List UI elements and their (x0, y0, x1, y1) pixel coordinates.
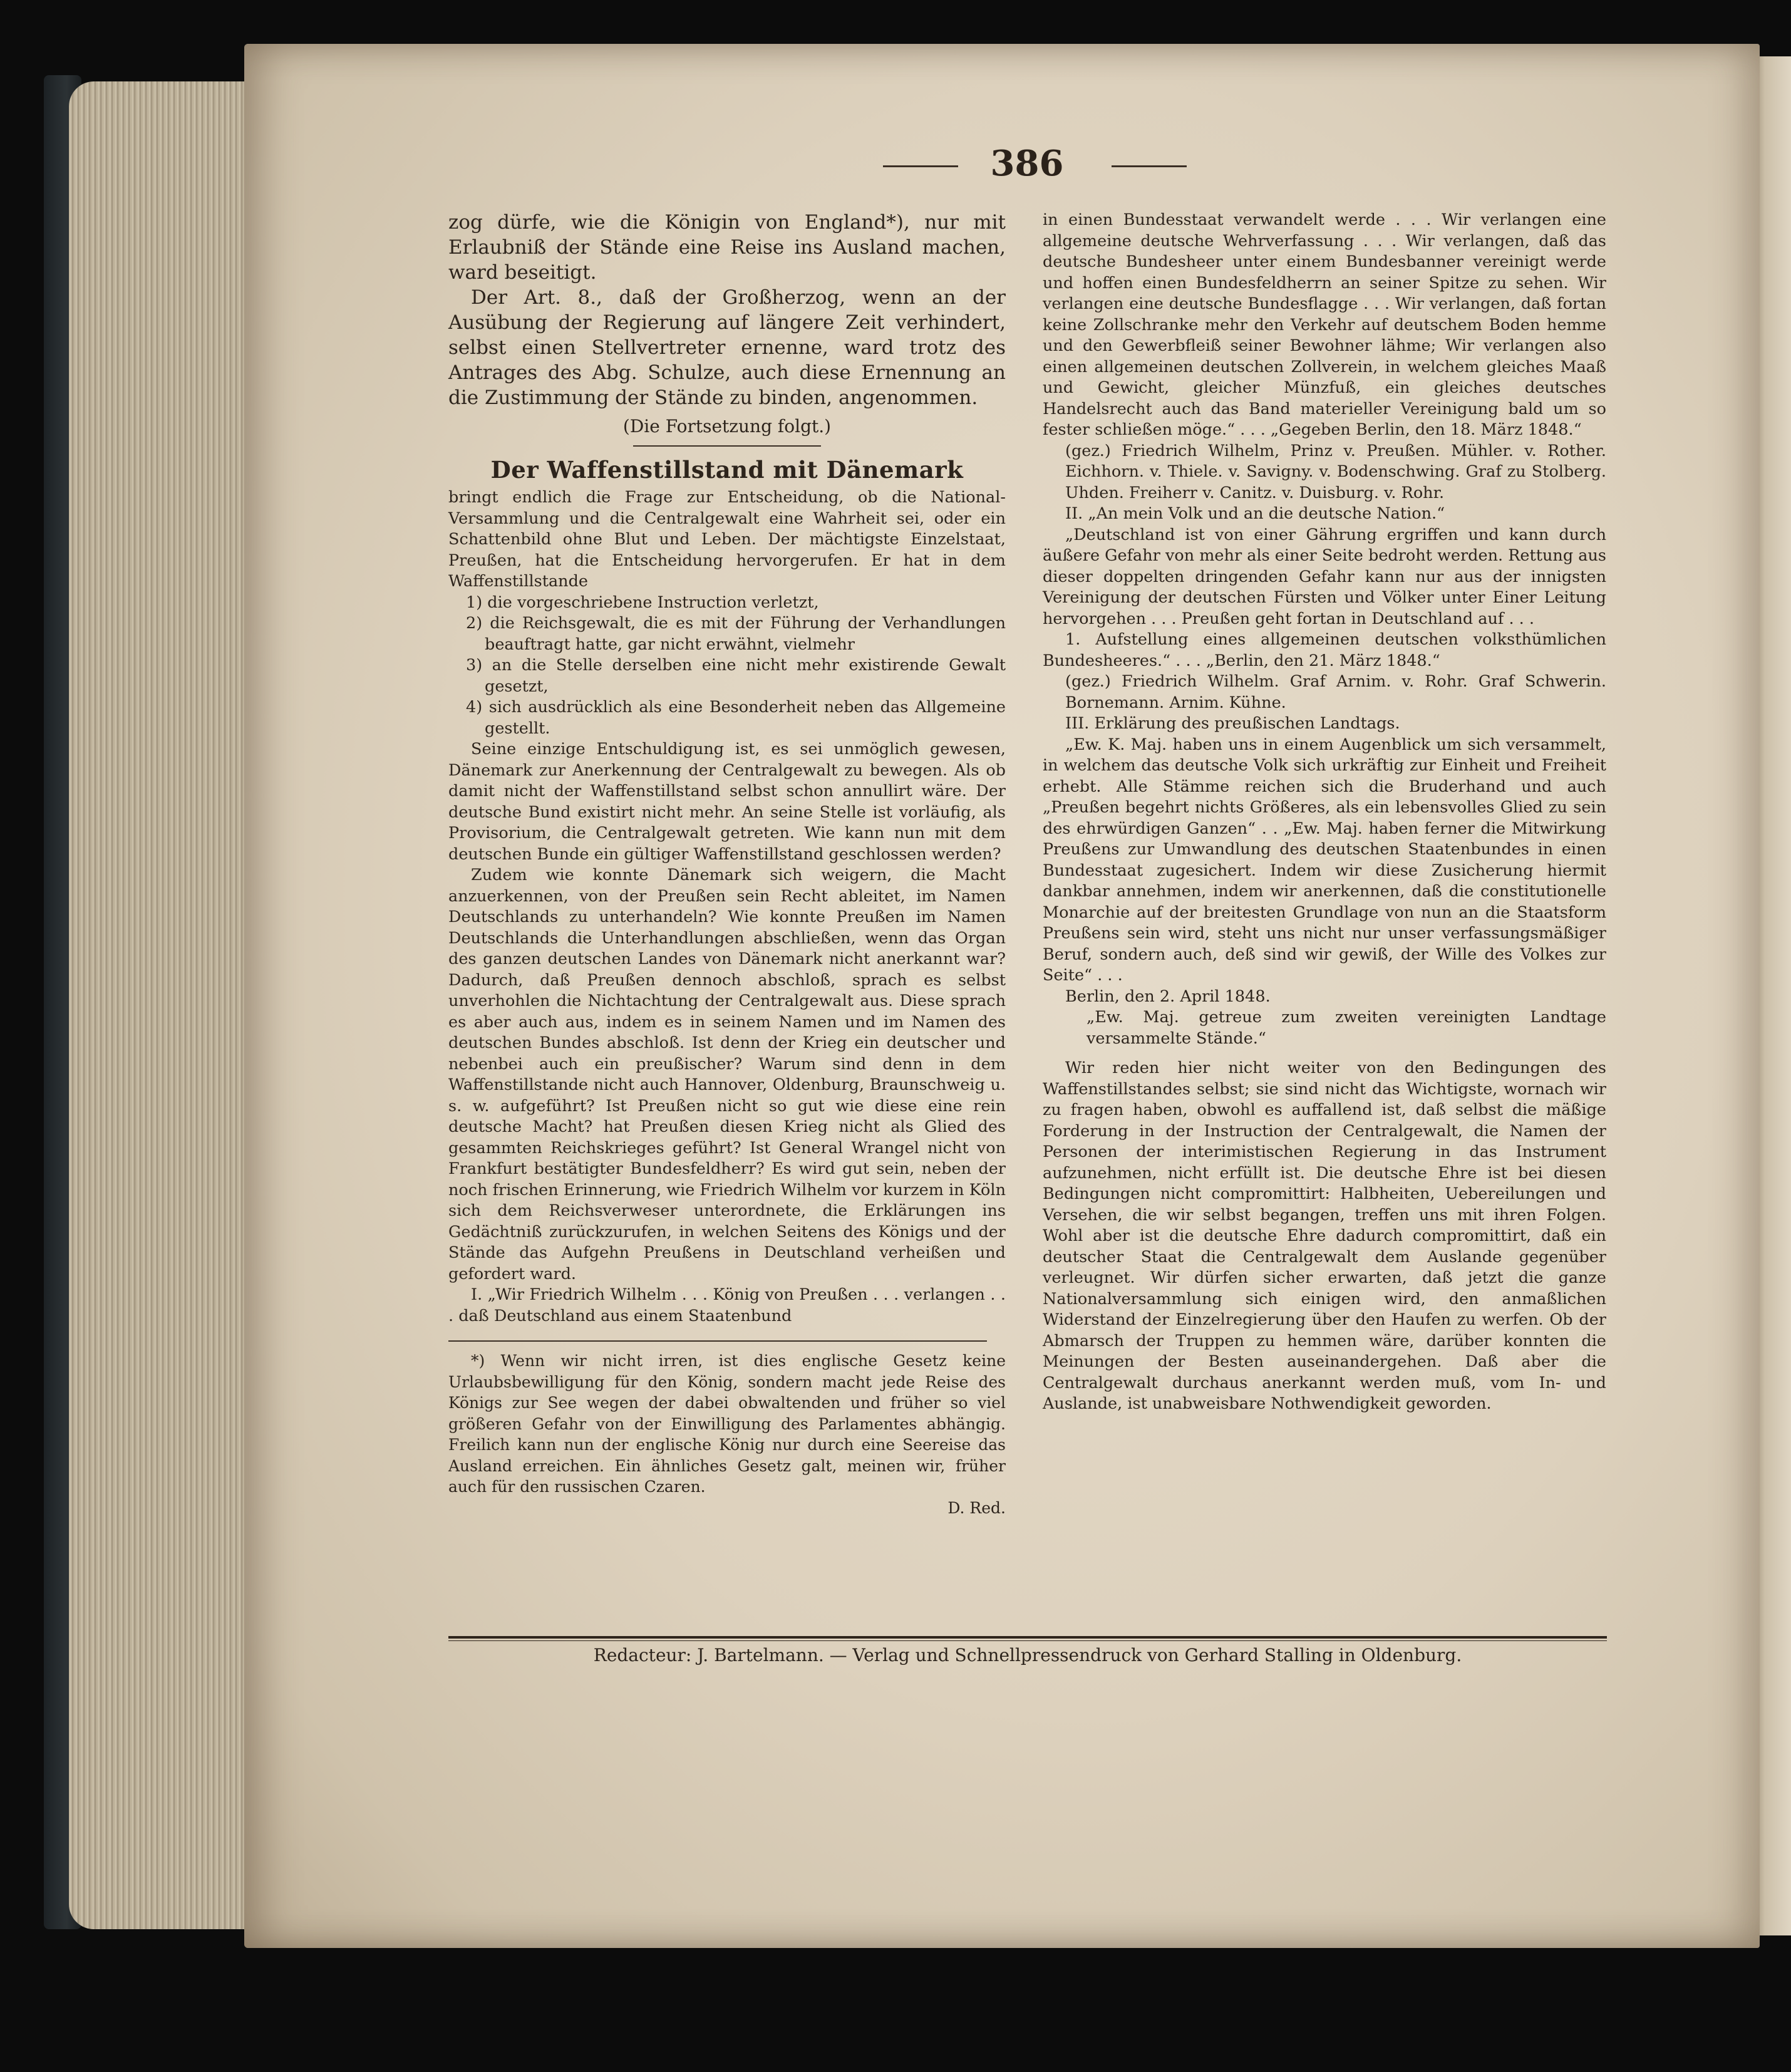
body-paragraph: I. „Wir Friedrich Wilhelm . . . König von Preußen . . . verlangen . . . daß Deutschland aus einem Staatenbund (448, 1285, 1006, 1325)
intro-paragraph-2: Der Art. 8., daß der Großherzog, wenn an der Ausübung der Regierung auf längere Zeit verhindert, selbst einen Stellvertreter ernenne, ward trotz des Antrages des Abg. Schulze, auch diese Ernennung an die Zustimmung der Stände zu binden, angenommen. (448, 286, 1006, 409)
imprint-line: Redacteur: J. Bartelmann. — Verlag und Schnellpressendruck von Gerhard Stalling in Oldenburg. (593, 1645, 1462, 1665)
date-line: Berlin, den 2. April 1848. (1065, 987, 1271, 1006)
section-heading-3: III. Erklärung des preußischen Landtags. (1065, 714, 1400, 733)
page-number-rule-right (1112, 165, 1187, 167)
page-stack-edges (69, 81, 257, 1929)
section-heading-2: II. „An mein Volk und an die deutsche Nation.“ (1065, 504, 1445, 523)
body-paragraph: Seine einzige Entschuldigung ist, es sei unmöglich gewesen, Dänemark zur Anerkennung der Centralgewalt zu bewegen. Als ob damit nicht der Waffenstillstand selbst schon annullirt wäre. Der deutsche Bund existirt nicht mehr. An seine Stelle ist vorläufig, als Provisorium, die Centralgewalt getreten. Wie kann nun mit dem deutschen Bunde ein gültiger Waffenstillstand geschlossen werden? (448, 740, 1006, 864)
bottom-rule (448, 1636, 1607, 1639)
right-column (1043, 210, 1606, 1415)
article-heading: Der Waffenstillstand mit Dänemark (490, 455, 964, 484)
list-item: 3) an die Stelle derselben eine nicht mehr existirende Gewalt gesetzt, (466, 656, 1006, 696)
list-item: 2) die Reichsgewalt, die es mit der Führung der Verhandlungen beauftragt hatte, gar nicht erwähnt, vielmehr (466, 614, 1006, 654)
signature-block-2: (gez.) Friedrich Wilhelm. Graf Arnim. v. Rohr. Graf Schwerin. Bornemann. Arnim. Kühne. (1065, 672, 1606, 712)
page-number: 386 (990, 143, 1064, 184)
closing-signature: „Ew. Maj. getreue zum zweiten vereinigten Landtage versammelte Stände.“ (1086, 1008, 1606, 1048)
footnote-divider (448, 1340, 987, 1342)
page-number-rule-left (883, 165, 958, 167)
quote-paragraph-1: in einen Bundesstaat verwandelt werde . . . Wir verlangen eine allgemeine deutsche Wehrverfassung . . . Wir verlangen, daß das deutsche Bundesheer unter einem Bundesbanner vereinigt werde und hoffen einen Bundesfeldherrn an seiner Spitze zu sehen. Wir verlangen eine deutsche Bundesflagge . . . Wir verlangen, daß fortan keine Zollschranke mehr den Verkehr auf deutschem Boden hemme und den Gewerbfleiß seiner Bewohner lähme; Wir verlangen also einen allgemeinen deutschen Zollverein, in welchem gleiches Maaß und Gewicht, gleicher Münzfuß, ein gleiches deutsches Handelsrecht auch das Band materieller Vereinigung bald um so fester schließen möge.“ . . . „Gegeben Berlin, den 18. März 1848.“ (1043, 210, 1606, 439)
signature-block-1: (gez.) Friedrich Wilhelm, Prinz v. Preußen. Mühler. v. Rother. Eichhorn. v. Thiele. v. Savigny. v. Bodenschwing. Graf zu Stolberg. Uhden. Freiherr v. Canitz. v. Duisburg. v. Rohr. (1065, 441, 1606, 502)
intro-paragraph-1: zog dürfe, wie die Königin von England*), nur mit Erlaubniß der Stände eine Reise ins Ausland machen, ward beseitigt. (448, 211, 1006, 284)
body-paragraph: Zudem wie konnte Dänemark sich weigern, die Macht anzuerkennen, von der Preußen sein Recht ableitet, im Namen Deutschlands zu unterhandeln? Wie konnte Preußen im Namen Deutschlands die Unterhandlungen abschließen, wenn das Organ des ganzen deutschen Landes von Dänemark nicht anerkannt war? Dadurch, daß Preußen dennoch abschloß, sprach es selbst unverhohlen die Nichtachtung der Centralgewalt aus. Diese sprach es aber auch aus, indem es in seinem Namen und im Namen des deutschen Bundes abschloß. Ist denn der Krieg ein deutscher und nebenbei auch ein preußischer? Warum sind denn in dem Waffenstillstande nicht auch Hannover, Oldenburg, Braunschweig u. s. w. aufgeführt? Ist Preußen nicht so gut wie diese eine rein deutsche Macht? hat Preußen diesen Krieg nicht als Glied des gesammten Reichskrieges geführt? Ist General Wrangel nicht von Frankfurt bestätigter Bundesfeldherr? Es wird gut sein, neben der noch frischen Erinnerung, wie Friedrich Wilhelm vor kurzem in Köln sich dem Reichsverweser unterordnete, die Erklärungen ins Gedächtniß zurückzurufen, in welchen Seitens des Königs und der Stände das Aufgehn Preußens in Deutschland verheißen und gefordert ward. (448, 866, 1006, 1283)
continuation-note: (Die Fortsetzung folgt.) (622, 416, 832, 437)
closing-paragraph: Wir reden hier nicht weiter von den Bedingungen des Waffenstillstandes selbst; sie sind nicht das Wichtigste, wornach wir zu fragen haben, obwohl es auffallend ist, daß selbst die mäßige Forderung in der Instruction der Centralgewalt, die Namen der Personen der interimistischen Regierung in das Instrument aufzunehmen, nicht erfüllt ist. Die deutsche Ehre ist bei diesen Bedingungen nicht compromittirt: Halbheiten, Uebereilungen und Versehen, die wir selbst begangen, treffen uns mit ihren Folgen. Wohl aber ist die deutsche Ehre dadurch compromittirt, daß ein deutscher Staat die Centralgewalt dem Auslande gegenüber verleugnet. Wir dürfen sicher erwarten, daß jetzt die ganze Nationalversammlung sich einigen wird, den anmaßlichen Widerstand der Einzelregierung über den Haufen zu werfen. Ob der Abmarsch der Truppen zu hemmen wäre, darüber konnten die Meinungen der Besten auseinandergehen. Daß aber die Centralgewalt durchaus anerkannt werden muß, vom In- und Auslande, ist unabweisbare Nothwendigkeit geworden. (1043, 1059, 1606, 1413)
left-column (448, 210, 1006, 1518)
lead-paragraph: bringt endlich die Frage zur Entscheidung, ob die National-Versammlung und die Centralgewalt eine Wahrheit sei, oder ein Schattenbild ohne Blut und Leben. Der mächtigste Einzelstaat, Preußen, hat die Entscheidung hervorgerufen. Er hat in dem Waffenstillstande (448, 488, 1006, 591)
quote-paragraph-3: 1. Aufstellung eines allgemeinen deutschen volksthümlichen Bundesheeres.“ . . . „Berlin, den 21. März 1848.“ (1043, 630, 1606, 670)
quote-paragraph-4: „Ew. K. Maj. haben uns in einem Augenblick um sich versammelt, in welchem das deutsche Volk sich urkräftig zur Einheit und Freiheit erhebt. Alle Stämme reichen sich die Bruderhand und auch „Preußen begehrt nichts Größeres, als ein lebensvolles Glied zu sein des ehrwürdigen Ganzen“ . . „Ew. Maj. haben ferner die Mitwirkung Preußens zur Umwandlung des deutschen Staatenbundes in einen Bundesstaat zugesichert. Indem wir diese Zusicherung hiermit dankbar annehmen, indem wir anerkennen, daß die constitutionelle Monarchie auf der breitesten Grundlage von nun an die Staatsform Preußens sein wird, steht uns nicht nur unser verfassungsmäßiger Beruf, sondern auch, deß sind wir gewiß, der Wille des Volkes zur Seite“ . . . (1043, 735, 1606, 985)
footnote-text: *) Wenn wir nicht irren, ist dies englische Gesetz keine Urlaubsbewilligung für den König, sondern macht jede Reise des Königs zur See wegen der dabei obwaltenden und früher so viel größeren Gefahr von der Einwilligung des Parlamentes abhängig. Freilich kann nun der englische König nur durch eine Seereise das Ausland erreichen. Ein ähnliches Gesetz galt, meinen wir, früher auch für den russischen Czaren. (448, 1352, 1006, 1496)
list-item: 4) sich ausdrücklich als eine Besonderheit neben das Allgemeine gestellt. (466, 698, 1006, 738)
list-item: 1) die vorgeschriebene Instruction verletzt, (466, 593, 819, 612)
bottom-rule-thin (448, 1640, 1607, 1641)
footnote-signature: D. Red. (947, 1498, 1006, 1517)
section-divider (633, 445, 821, 447)
quote-paragraph-2: „Deutschland ist von einer Gährung ergriffen und kann durch äußere Gefahr von mehr als einer Seite bedroht werden. Rettung aus dieser doppelten dringenden Gefahr kann nur aus der innigsten Vereinigung der deutschen Fürsten und Völker unter Einer Leitung hervorgehen . . . Preußen geht fortan in Deutschland auf . . . (1043, 525, 1606, 628)
